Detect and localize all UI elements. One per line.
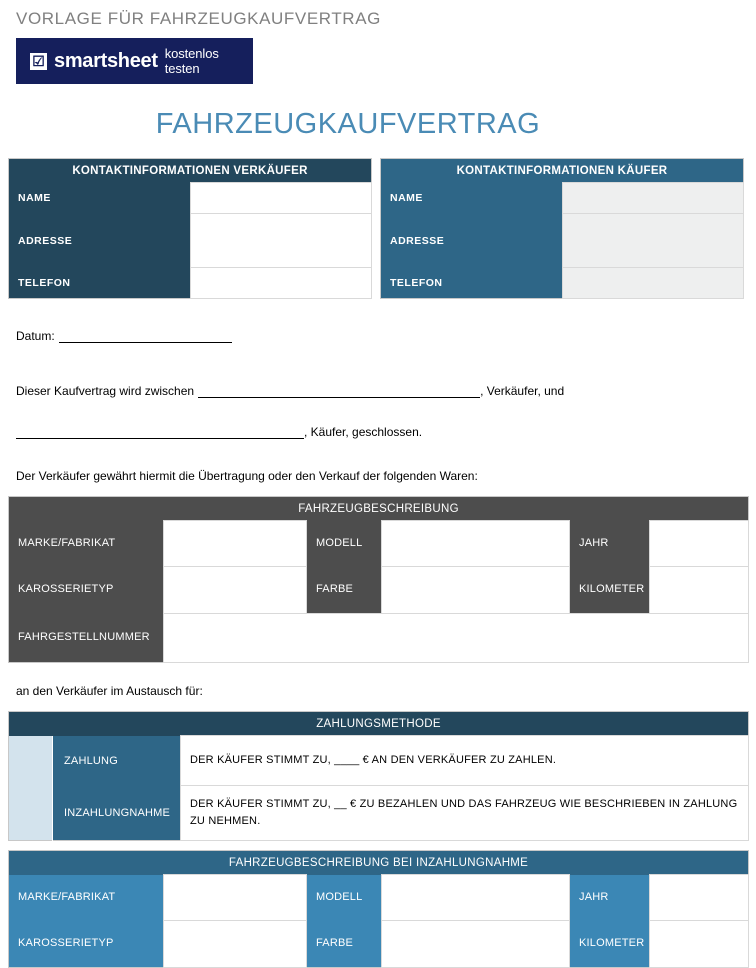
table-row: [9, 875, 749, 921]
vehicle-vin-label: FAHRGESTELLNUMMER: [9, 613, 164, 663]
buyer-contact-heading: KONTAKTINFORMATIONEN KÄUFER: [381, 159, 744, 183]
buyer-contact-table: [380, 158, 744, 299]
seller-name-blank-field[interactable]: [198, 384, 480, 398]
tradein-make-label: MARKE/FABRIKAT: [9, 875, 164, 921]
vehicle-vin-field[interactable]: [164, 613, 749, 663]
tradein-heading: FAHRZEUGBESCHREIBUNG BEI INZAHLUNGNAHME: [9, 851, 749, 875]
date-label: Datum:: [16, 329, 55, 343]
smartsheet-wordmark: smartsheet: [54, 49, 158, 72]
tradein-make-field[interactable]: [164, 875, 307, 921]
buyer-contact-heading-row: [381, 159, 744, 183]
vehicle-model-field[interactable]: [382, 521, 570, 567]
table-row: [381, 214, 744, 268]
table-row: [9, 613, 749, 663]
payment-tradein-checkbox[interactable]: [9, 786, 53, 841]
seller-contact-heading: KONTAKTINFORMATIONEN VERKÄUFER: [9, 159, 372, 183]
table-row: [9, 214, 372, 268]
vehicle-body-type-field[interactable]: [164, 567, 307, 614]
tradein-color-label: FARBE: [307, 921, 382, 968]
table-row: [9, 736, 749, 786]
payment-method-heading-row: [9, 712, 749, 736]
table-row: [9, 268, 372, 299]
payment-method-heading: ZAHLUNGSMETHODE: [9, 712, 749, 736]
table-row: [9, 786, 749, 841]
payment-cash-text: DER KÄUFER STIMMT ZU, ____ € AN DEN VERKÄUFER ZU ZAHLEN.: [181, 736, 749, 786]
date-blank-field[interactable]: [59, 329, 232, 343]
table-row: [381, 183, 744, 214]
page-title: FAHRZEUGKAUFVERTRAG: [155, 108, 541, 140]
agreement-line-2: [8, 425, 748, 439]
checkbox-icon: ☑: [30, 53, 47, 70]
vehicle-body-type-label: KAROSSERIETYP: [9, 567, 164, 614]
vehicle-year-field[interactable]: [650, 521, 749, 567]
seller-name-field[interactable]: [190, 183, 372, 214]
table-row: [9, 183, 372, 214]
payment-tradein-label: INZAHLUNGNAHME: [53, 786, 181, 841]
payment-cash-checkbox[interactable]: [9, 736, 53, 786]
vehicle-description-table: [8, 496, 749, 663]
agreement-line-1: [8, 384, 748, 398]
vehicle-year-label: JAHR: [570, 521, 650, 567]
vehicle-color-field[interactable]: [382, 567, 570, 614]
buyer-suffix-text: , Käufer, geschlossen.: [304, 425, 423, 439]
payment-tradein-text: DER KÄUFER STIMMT ZU, __ € ZU BEZAHLEN UND DAS FAHRZEUG WIE BESCHRIEBEN IN ZAHLUNG ZU NEHMEN.: [181, 786, 749, 841]
seller-address-label: ADRESSE: [9, 214, 191, 268]
vehicle-description-heading-row: [9, 497, 749, 521]
vehicle-make-field[interactable]: [164, 521, 307, 567]
payment-cash-label: ZAHLUNG: [53, 736, 181, 786]
contact-information-section: [8, 158, 748, 299]
tradein-year-label: JAHR: [570, 875, 650, 921]
logo-tagline: kostenlos testen: [164, 46, 219, 76]
tradein-year-field[interactable]: [650, 875, 749, 921]
exchange-sentence: an den Verkäufer im Austausch für:: [16, 684, 203, 698]
seller-address-field[interactable]: [190, 214, 372, 268]
table-row: [9, 567, 749, 614]
tradein-vehicle-description-table: [8, 850, 749, 968]
tradein-model-field[interactable]: [382, 875, 570, 921]
smartsheet-logo-banner[interactable]: [16, 38, 253, 84]
buyer-name-blank-field[interactable]: [16, 425, 304, 439]
seller-contact-heading-row: [9, 159, 372, 183]
tradein-color-field[interactable]: [382, 921, 570, 968]
buyer-name-field[interactable]: [562, 183, 744, 214]
buyer-address-label: ADRESSE: [381, 214, 563, 268]
seller-name-label: NAME: [9, 183, 191, 214]
table-row: [381, 268, 744, 299]
between-prefix-text: Dieser Kaufvertrag wird zwischen: [16, 384, 195, 398]
template-title: VORLAGE FÜR FAHRZEUGKAUFVERTRAG: [16, 9, 381, 28]
tradein-mileage-field[interactable]: [650, 921, 749, 968]
payment-method-table: [8, 711, 749, 841]
buyer-address-field[interactable]: [562, 214, 744, 268]
vehicle-mileage-label: KILOMETER: [570, 567, 650, 614]
grant-sentence: Der Verkäufer gewährt hiermit die Übertragung oder den Verkauf der folgenden Waren:: [16, 469, 478, 483]
vehicle-make-label: MARKE/FABRIKAT: [9, 521, 164, 567]
table-row: [9, 521, 749, 567]
buyer-phone-label: TELEFON: [381, 268, 563, 299]
tradein-body-type-label: KAROSSERIETYP: [9, 921, 164, 968]
buyer-phone-field[interactable]: [562, 268, 744, 299]
vehicle-description-heading: FAHRZEUGBESCHREIBUNG: [9, 497, 749, 521]
seller-contact-table: [8, 158, 372, 299]
tradein-model-label: MODELL: [307, 875, 382, 921]
tradein-mileage-label: KILOMETER: [570, 921, 650, 968]
vehicle-mileage-field[interactable]: [650, 567, 749, 614]
buyer-name-label: NAME: [381, 183, 563, 214]
seller-phone-field[interactable]: [190, 268, 372, 299]
seller-phone-label: TELEFON: [9, 268, 191, 299]
date-line: [8, 329, 748, 343]
table-row: [9, 921, 749, 968]
tradein-body-type-field[interactable]: [164, 921, 307, 968]
vehicle-model-label: MODELL: [307, 521, 382, 567]
tradein-heading-row: [9, 851, 749, 875]
between-suffix-text: , Verkäufer, und: [480, 384, 565, 398]
vehicle-color-label: FARBE: [307, 567, 382, 614]
